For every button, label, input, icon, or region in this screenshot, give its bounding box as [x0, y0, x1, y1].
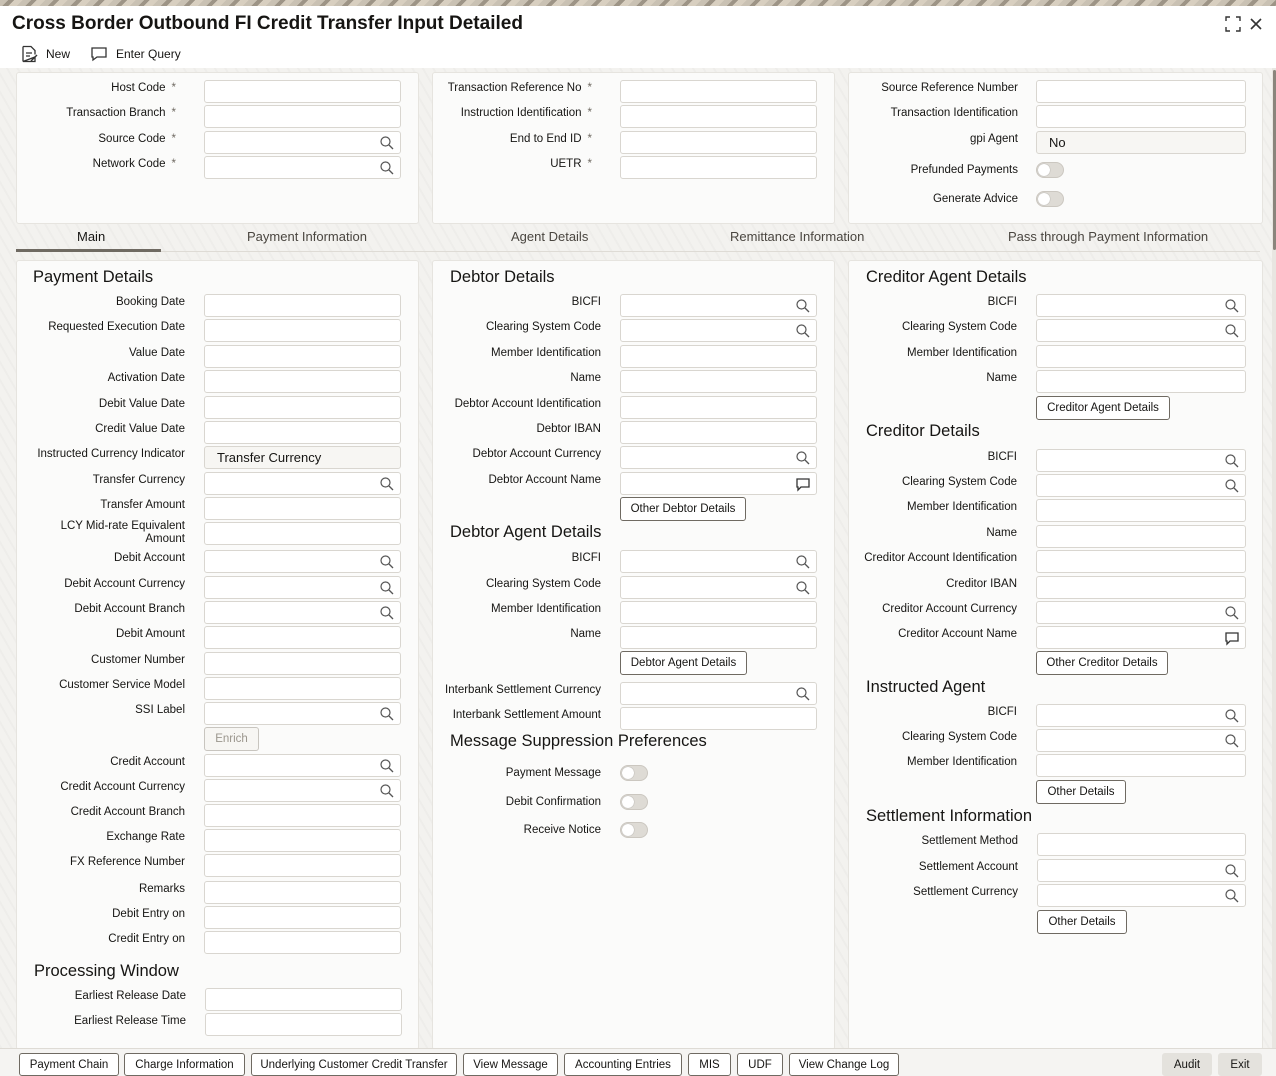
payment-details-heading: Payment Details [33, 268, 154, 286]
accounting-entries-button[interactable]: Accounting Entries [564, 1053, 682, 1076]
pd-transfer-currency-label: Transfer Currency [92, 474, 185, 486]
pw-earliest-release-date-input[interactable] [205, 988, 402, 1011]
host-code-input[interactable] [204, 80, 401, 103]
dad-name-label: Name [570, 628, 601, 640]
search-icon[interactable] [1224, 708, 1240, 724]
search-icon[interactable] [1224, 323, 1240, 339]
udf-button[interactable]: UDF [737, 1053, 783, 1076]
pd-remarks-input[interactable] [204, 881, 401, 904]
toolbar [0, 40, 1276, 68]
pd-debit-account-branch-label: Debit Account Branch [74, 603, 185, 615]
comment-icon[interactable] [795, 476, 811, 492]
dd-debtor-account-identification-input[interactable] [620, 396, 817, 419]
pw-earliest-release-date-label: Earliest Release Date [74, 990, 186, 1002]
search-icon[interactable] [1224, 478, 1240, 494]
cd-clearing-system-code-input[interactable] [1036, 474, 1246, 497]
payment-chain-button[interactable]: Payment Chain [19, 1053, 119, 1076]
ms-receive-notice-label: Receive Notice [523, 824, 601, 836]
window-title: Cross Border Outbound FI Credit Transfer Input Detailed [12, 13, 523, 34]
audit-button[interactable]: Audit [1162, 1053, 1212, 1076]
pd-ssi-label-input[interactable] [204, 702, 401, 725]
transaction-identification-input[interactable] [1036, 105, 1246, 128]
si-settlement-method-label: Settlement Method [921, 835, 1018, 847]
transaction-branch-input[interactable] [204, 105, 401, 128]
title-bar [0, 6, 1276, 40]
search-icon[interactable] [379, 554, 395, 570]
pd-customer-number-input[interactable] [204, 652, 401, 675]
interbank-settlement-currency-label: Interbank Settlement Currency [445, 684, 601, 696]
new-document-icon [20, 45, 38, 63]
search-icon[interactable] [379, 758, 395, 774]
pd-debit-entry-on-input[interactable] [204, 906, 401, 929]
search-icon[interactable] [379, 580, 395, 596]
gpi-agent-field: No [1036, 131, 1246, 154]
instruction-identification-input[interactable] [620, 105, 817, 128]
pd-instructed-currency-indicator-label: Instructed Currency Indicator [37, 448, 185, 460]
si-settlement-currency-input[interactable] [1037, 884, 1246, 907]
charge-information-button[interactable]: Charge Information [124, 1053, 245, 1076]
gpi-agent-label: gpi Agent [970, 133, 1018, 145]
pd-debit-account-input[interactable] [204, 550, 401, 573]
instruction-identification-label: Instruction Identification * [460, 107, 592, 119]
pd-credit-account-label: Credit Account [110, 756, 185, 768]
dd-debtor-iban-label: Debtor IBAN [536, 423, 601, 435]
enter-query-label: Enter Query [116, 47, 181, 61]
pd-customer-number-label: Customer Number [91, 654, 185, 666]
pd-transfer-amount-input[interactable] [204, 497, 401, 520]
view-change-log-button[interactable]: View Change Log [789, 1053, 899, 1076]
cad-clearing-system-code-input[interactable] [1036, 319, 1246, 342]
cd-name-input[interactable] [1036, 525, 1246, 548]
source-code-label: Source Code * [98, 133, 176, 145]
debtor-agent-details-button[interactable]: Debtor Agent Details [620, 651, 747, 675]
dd-debtor-account-currency-input[interactable] [620, 446, 817, 469]
search-icon[interactable] [795, 450, 811, 466]
cad-member-identification-label: Member Identification [907, 347, 1017, 359]
view-message-button[interactable]: View Message [463, 1053, 558, 1076]
other-debtor-details-button[interactable]: Other Debtor Details [620, 497, 746, 521]
dd-bicfi-input[interactable] [620, 294, 817, 317]
dd-clearing-system-code-label: Clearing System Code [485, 321, 601, 333]
ms-receive-notice-toggle[interactable] [620, 822, 648, 838]
source-code-input[interactable] [204, 131, 401, 154]
cd-creditor-account-currency-label: Creditor Account Currency [882, 603, 1017, 615]
transaction-reference-no-input[interactable] [620, 80, 817, 103]
search-icon[interactable] [1224, 605, 1240, 621]
pd-exchange-rate-input[interactable] [204, 829, 401, 852]
cd-clearing-system-code-label: Clearing System Code [901, 476, 1017, 488]
pd-credit-account-currency-input[interactable] [204, 779, 401, 802]
dad-bicfi-label: BICFI [571, 552, 601, 564]
tab-bar-divider [16, 251, 1260, 252]
cd-member-identification-input[interactable] [1036, 499, 1246, 522]
pd-lcy-mid-rate-equivalent-amount-label: LCY Mid-rate Equivalent Amount [60, 520, 185, 545]
pd-debit-value-date-input[interactable] [204, 396, 401, 419]
dd-debtor-account-name-label: Debtor Account Name [488, 474, 601, 486]
new-button[interactable] [20, 44, 70, 64]
source-reference-number-input[interactable] [1036, 80, 1246, 103]
pd-debit-account-currency-label: Debit Account Currency [64, 578, 185, 590]
tab-remittance-information[interactable]: Remittance Information [730, 229, 865, 244]
search-icon[interactable] [379, 605, 395, 621]
pd-fx-reference-number-input[interactable] [204, 854, 401, 877]
tab-pass-through-payment-information[interactable]: Pass through Payment Information [1008, 229, 1209, 244]
pd-credit-account-currency-label: Credit Account Currency [60, 781, 185, 793]
pd-debit-amount-input[interactable] [204, 626, 401, 649]
pd-activation-date-input[interactable] [204, 370, 401, 393]
generate-advice-toggle[interactable] [1036, 191, 1064, 207]
pd-transfer-amount-label: Transfer Amount [100, 499, 185, 511]
end-to-end-id-input[interactable] [620, 131, 817, 154]
prefunded-payments-label: Prefunded Payments [910, 164, 1018, 176]
pd-credit-entry-on-label: Credit Entry on [108, 933, 185, 945]
uetr-label: UETR * [550, 158, 592, 170]
pd-requested-execution-date-label: Requested Execution Date [48, 321, 185, 333]
pd-instructed-currency-indicator-input[interactable] [204, 446, 401, 469]
cd-creditor-account-identification-input[interactable] [1036, 550, 1246, 573]
cad-name-label: Name [986, 372, 1017, 384]
search-icon[interactable] [1224, 863, 1240, 879]
cad-clearing-system-code-label: Clearing System Code [901, 321, 1017, 333]
pd-credit-account-branch-input[interactable] [204, 804, 401, 827]
dd-bicfi-label: BICFI [571, 296, 601, 308]
source-reference-number-label: Source Reference Number [881, 82, 1018, 94]
pd-transfer-currency-input[interactable] [204, 472, 401, 495]
footer-bar [0, 1048, 1276, 1076]
interbank-settlement-amount-input[interactable] [620, 707, 817, 730]
ms-payment-message-toggle[interactable] [620, 765, 648, 781]
dad-member-identification-input[interactable] [620, 601, 817, 624]
pw-earliest-release-time-label: Earliest Release Time [74, 1015, 186, 1027]
tab-main[interactable]: Main [77, 229, 106, 244]
search-icon[interactable] [379, 135, 395, 151]
pd-debit-entry-on-label: Debit Entry on [112, 908, 185, 920]
uetr-input[interactable] [620, 156, 817, 179]
tab-active-indicator [16, 249, 161, 252]
search-icon[interactable] [795, 298, 811, 314]
ia-member-identification-input[interactable] [1036, 754, 1246, 777]
generate-advice-label: Generate Advice [932, 193, 1018, 205]
close-icon[interactable] [1246, 14, 1266, 34]
pd-customer-service-model-input[interactable] [204, 677, 401, 700]
underlying-customer-credit-transfer-button[interactable]: Underlying Customer Credit Transfer [251, 1053, 457, 1076]
transaction-branch-label: Transaction Branch * [66, 107, 176, 119]
si-settlement-currency-label: Settlement Currency [913, 886, 1018, 898]
ms-payment-message-label: Payment Message [505, 767, 601, 779]
tab-payment-information[interactable]: Payment Information [247, 229, 367, 244]
dd-debtor-account-currency-label: Debtor Account Currency [472, 448, 601, 460]
dd-member-identification-input[interactable] [620, 345, 817, 368]
dd-debtor-account-name-input[interactable] [620, 472, 817, 495]
instructed-agent-other-details-button[interactable]: Other Details [1036, 780, 1126, 804]
pd-booking-date-input[interactable] [204, 294, 401, 317]
enrich-button[interactable]: Enrich [204, 727, 259, 751]
transaction-reference-no-label: Transaction Reference No * [447, 82, 592, 94]
settlement-other-details-button[interactable]: Other Details [1037, 910, 1127, 934]
creditor-agent-details-heading: Creditor Agent Details [866, 268, 1027, 286]
creditor-agent-details-button[interactable]: Creditor Agent Details [1036, 396, 1170, 420]
enter-query-button[interactable] [90, 44, 181, 64]
pd-debit-account-branch-input[interactable] [204, 601, 401, 624]
instructed-agent-heading: Instructed Agent [866, 678, 986, 696]
cd-creditor-account-currency-input[interactable] [1036, 601, 1246, 624]
search-icon[interactable] [795, 323, 811, 339]
query-speech-icon [90, 45, 108, 63]
pd-customer-service-model-label: Customer Service Model [59, 679, 185, 691]
ia-bicfi-input[interactable] [1036, 704, 1246, 727]
si-settlement-account-label: Settlement Account [918, 861, 1018, 873]
tab-agent-details[interactable]: Agent Details [511, 229, 589, 244]
dd-clearing-system-code-input[interactable] [620, 319, 817, 342]
end-to-end-id-label: End to End ID * [509, 133, 592, 145]
ia-clearing-system-code-label: Clearing System Code [901, 731, 1017, 743]
pd-debit-amount-label: Debit Amount [115, 628, 185, 640]
cd-creditor-iban-input[interactable] [1036, 576, 1246, 599]
cd-name-label: Name [986, 527, 1017, 539]
pd-lcy-mid-rate-equivalent-amount-input[interactable] [204, 522, 401, 545]
creditor-details-heading: Creditor Details [866, 422, 980, 440]
pd-value-date-label: Value Date [128, 347, 185, 359]
pd-debit-account-label: Debit Account [114, 552, 185, 564]
message-suppression-preferences-heading: Message Suppression Preferences [450, 732, 707, 750]
interbank-settlement-currency-input[interactable] [620, 682, 817, 705]
debtor-details-heading: Debtor Details [450, 268, 555, 286]
ms-debit-confirmation-label: Debit Confirmation [505, 796, 601, 808]
cd-creditor-account-name-input[interactable] [1036, 626, 1246, 649]
dad-clearing-system-code-input[interactable] [620, 576, 817, 599]
processing-window-heading: Processing Window [34, 962, 179, 980]
dd-debtor-account-identification-label: Debtor Account Identification [454, 398, 601, 410]
other-creditor-details-button[interactable]: Other Creditor Details [1036, 651, 1168, 675]
pd-activation-date-label: Activation Date [107, 372, 185, 384]
new-label: New [46, 47, 71, 61]
prefunded-payments-toggle[interactable] [1036, 162, 1064, 178]
search-icon[interactable] [1224, 888, 1240, 904]
cd-creditor-iban-label: Creditor IBAN [946, 578, 1017, 590]
comment-icon[interactable] [1224, 630, 1240, 646]
pd-value-date-input[interactable] [204, 345, 401, 368]
search-icon[interactable] [379, 783, 395, 799]
pd-debit-value-date-label: Debit Value Date [98, 398, 185, 410]
pd-ssi-label-label: SSI Label [135, 704, 185, 716]
dd-member-identification-label: Member Identification [491, 347, 601, 359]
search-icon[interactable] [795, 580, 811, 596]
cd-creditor-account-name-label: Creditor Account Name [898, 628, 1017, 640]
dd-name-input[interactable] [620, 370, 817, 393]
pd-remarks-label: Remarks [138, 883, 185, 895]
cad-bicfi-input[interactable] [1036, 294, 1246, 317]
pd-credit-account-input[interactable] [204, 754, 401, 777]
dd-name-label: Name [570, 372, 601, 384]
search-icon[interactable] [1224, 298, 1240, 314]
search-icon[interactable] [1224, 733, 1240, 749]
pd-fx-reference-number-label: FX Reference Number [69, 856, 185, 868]
dad-clearing-system-code-label: Clearing System Code [485, 578, 601, 590]
interbank-settlement-amount-label: Interbank Settlement Amount [452, 709, 601, 721]
cd-bicfi-input[interactable] [1036, 449, 1246, 472]
cad-member-identification-input[interactable] [1036, 345, 1246, 368]
pd-booking-date-label: Booking Date [115, 296, 185, 308]
cad-name-input[interactable] [1036, 370, 1246, 393]
transaction-identification-label: Transaction Identification [890, 107, 1018, 119]
dd-debtor-iban-input[interactable] [620, 421, 817, 444]
exit-button[interactable]: Exit [1218, 1053, 1262, 1076]
ia-bicfi-label: BICFI [987, 706, 1017, 718]
cd-creditor-account-identification-label: Creditor Account Identification [864, 552, 1017, 564]
dad-bicfi-input[interactable] [620, 550, 817, 573]
network-code-input[interactable] [204, 156, 401, 179]
debtor-agent-details-heading: Debtor Agent Details [450, 523, 602, 541]
network-code-label: Network Code * [92, 158, 176, 170]
pd-requested-execution-date-input[interactable] [204, 319, 401, 342]
search-icon[interactable] [379, 160, 395, 176]
pd-credit-value-date-input[interactable] [204, 421, 401, 444]
pd-credit-value-date-label: Credit Value Date [95, 423, 185, 435]
ia-clearing-system-code-input[interactable] [1036, 729, 1246, 752]
si-settlement-method-input[interactable] [1037, 833, 1246, 856]
pd-debit-account-currency-input[interactable] [204, 576, 401, 599]
dad-member-identification-label: Member Identification [491, 603, 601, 615]
search-icon[interactable] [795, 554, 811, 570]
pd-instructed-currency-indicator-value: Transfer Currency [217, 450, 322, 465]
pd-credit-entry-on-input[interactable] [204, 931, 401, 954]
ms-debit-confirmation-toggle[interactable] [620, 794, 648, 810]
cad-bicfi-label: BICFI [987, 296, 1017, 308]
search-icon[interactable] [1224, 453, 1240, 469]
ia-member-identification-label: Member Identification [907, 756, 1017, 768]
maximize-icon[interactable] [1223, 14, 1243, 34]
search-icon[interactable] [379, 706, 395, 722]
search-icon[interactable] [379, 476, 395, 492]
pd-credit-account-branch-label: Credit Account Branch [70, 806, 185, 818]
host-code-label: Host Code * [111, 82, 176, 94]
search-icon[interactable] [795, 686, 811, 702]
mis-button[interactable]: MIS [688, 1053, 731, 1076]
si-settlement-account-input[interactable] [1037, 859, 1246, 882]
cd-member-identification-label: Member Identification [907, 501, 1017, 513]
settlement-information-heading: Settlement Information [866, 807, 1032, 825]
dad-name-input[interactable] [620, 626, 817, 649]
pd-exchange-rate-label: Exchange Rate [106, 831, 185, 843]
pw-earliest-release-time-input[interactable] [205, 1013, 402, 1036]
cd-bicfi-label: BICFI [987, 451, 1017, 463]
